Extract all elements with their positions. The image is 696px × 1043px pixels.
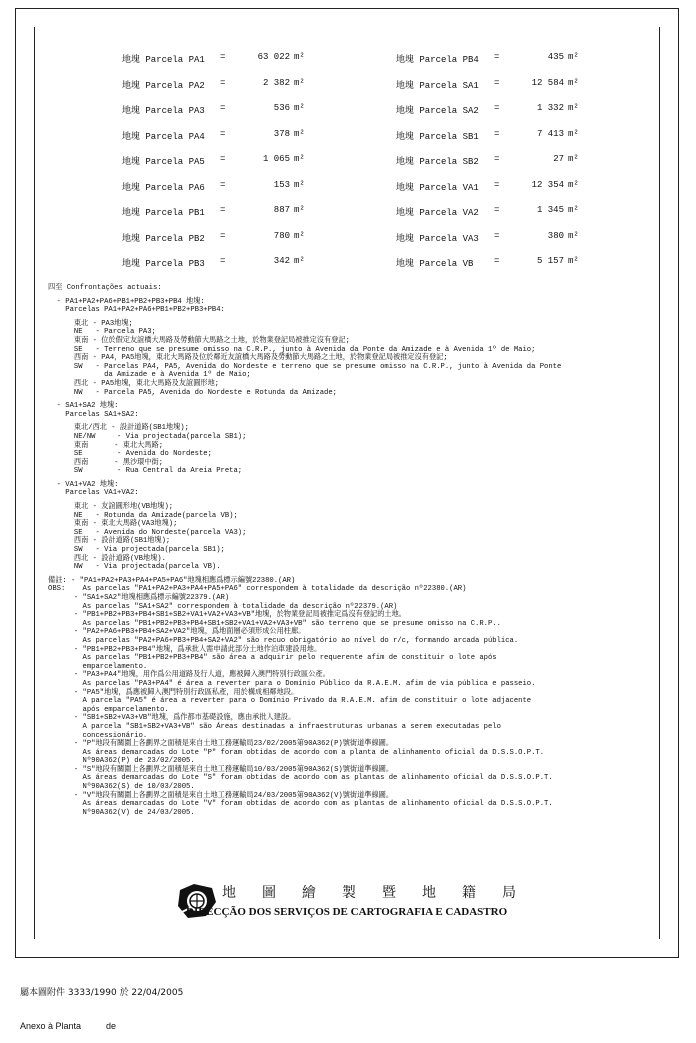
text-line: 東南 - 位於假定友誼橋大馬路及勞動節大馬路之土地，於物業登記局被推定沒有登記; [48,336,350,345]
area-row [396,52,656,70]
text-line: 備註: - "PA1+PA2+PA3+PA4+PA5+PA6"地塊相應爲標示編號22380.(AR) [48,576,296,585]
text-line: - VA1+VA2 地塊: [48,480,119,489]
area-row [396,103,656,121]
equals-sign: = [220,179,226,190]
text-line: - "V"地段有關圍上各劃界之面積是來自土地工務運輸局24/03/2005第90A362(V)號街道準線圖。 [48,791,394,800]
parcel-area-unit: m² [294,128,305,139]
parcel-label: 地塊 Parcela PA2 [122,80,205,91]
text-line: - "S"地段有關圍上各劃界之面積是來自土地工務運輸局10/03/2005第90A362(S)號街道準線圖。 [48,765,394,774]
parcel-area-unit: m² [568,52,579,62]
parcel-area-unit: m² [568,154,579,164]
parcel-area-value: 1 065 [262,154,290,164]
parcel-area-unit: m² [568,179,579,190]
area-row [396,205,656,223]
text-line: NE - Rotunda da Amizade(parcela VB); [48,511,238,520]
logo-portuguese-name: DIRECÇÃO DOS SERVIÇOS DE CARTOGRAFIA E CADASTRO [186,906,508,918]
parcel-area-value: 378 [273,128,290,139]
text-line: As parcelas "PB1+PB2+PB3+PB4" são área a adquirir pelo requerente afim de constituir o lote após [48,654,497,663]
text-line: As parcelas "PA2+PA6+PB3+PB4+SA2+VA2" são recuo obrigatório ao nível do r/c, formando arcada pública. [48,636,519,645]
parcel-area-value: 5 157 [536,256,564,266]
parcel-area-value: 380 [547,230,564,241]
text-line: Nº90A362(S) de 10/03/2005. [48,783,195,792]
area-row [396,129,656,147]
text-line: SW - Rua Central da Areia Preta; [48,467,243,476]
logo-chinese-name: 地圖繪製暨地籍局 [222,885,542,901]
area-row [122,154,382,172]
equals-sign: = [220,230,226,241]
parcel-area-value: 12 354 [531,179,564,190]
area-row [122,52,382,70]
parcel-label: 地塊 Parcela PB1 [122,208,205,218]
text-line: As áreas demarcadas do Lote "V" foram obtidas de acordo com as plantas de alinhamento oficial da D.S.S.O.P.T. [48,800,553,809]
parcel-label: 地塊 Parcela SB2 [396,157,479,167]
text-line: - "PA5"地塊，爲應被歸入澳門特別行政區私產，用於構成相鄰地段。 [48,688,299,697]
equals-sign: = [494,52,500,62]
text-line: - "SB1+SB2+VA3+VB"地塊，爲作都市基礎設施，應由承批人建設。 [48,714,296,723]
area-row [396,231,656,249]
text-line: concessionário. [48,731,148,740]
text-line: - PA1+PA2+PA6+PB1+PB2+PB3+PB4 地塊: [48,297,205,306]
text-line: emparcelamento. [48,662,148,671]
area-row [396,256,656,274]
parcel-area-value: 1 332 [536,103,564,113]
text-line: - "PB1+PB2+PB3+PB4+SB1+SB2+VA1+VA2+VA3+VB"地塊，於物業登記局被推定爲沒有登記的土地。 [48,611,406,620]
text-line: Nº90A362(P) de 23/02/2005. [48,757,195,766]
text-line: 東北 - 友誼圓形地(VB地塊); [48,503,174,512]
text-line: - "P"地段有關圍上各劃界之面積是來自土地工務運輸局23/02/2005第90A362(P)號街道準線圖。 [48,740,394,749]
text-line: Parcelas SA1+SA2: [48,410,139,419]
text-line: 四至 Confrontações actuais: [48,284,162,292]
text-line: NW - Via projectada(parcela VB). [48,563,221,572]
text-line: A parcela "PA5" é área a reverter para o Domínio Privado da R.A.E.M. afim de constituir o lote adjacente [48,697,532,706]
area-row [396,154,656,172]
parcel-area-unit: m² [294,179,305,190]
text-line: NE - Parcela PA3; [48,328,156,337]
equals-sign: = [220,77,226,88]
parcel-area-unit: m² [294,256,305,266]
parcel-area-value: 7 413 [536,128,564,139]
equals-sign: = [494,179,500,190]
parcel-area-unit: m² [294,154,305,164]
text-line: - SA1+SA2 地塊: [48,402,119,411]
text-line: 東南 - 東北大馬路; [48,441,164,450]
area-row [122,180,382,198]
footer-line-portuguese: Anexo à Planta de [20,1021,117,1031]
area-row [122,231,382,249]
text-line: OBS: As parcelas "PA1+PA2+PA3+PA4+PA5+PA6" correspondem à totalidade da descrição nº22380.(AR) [48,585,467,594]
parcel-area-value: 342 [273,256,290,266]
area-row [122,256,382,274]
parcel-label: 地塊 Parcela PB3 [122,259,205,269]
text-line: - "PA3+PA4"地塊，用作爲公用道路及行人道，應被歸入澳門特別行政區公產。 [48,671,330,680]
area-row [122,205,382,223]
area-row [122,78,382,96]
area-row [396,180,656,198]
parcel-area-value: 435 [547,52,564,62]
equals-sign: = [494,256,500,266]
parcel-label: 地塊 Parcela SA1 [396,80,479,91]
equals-sign: = [220,205,226,215]
parcel-area-unit: m² [294,103,305,113]
parcel-area-unit: m² [568,103,579,113]
text-line: - "PA2+PA6+PB3+PB4+SA2+VA2"地塊，爲地面層必須形成公用柱廊。 [48,628,306,637]
text-line: A parcela "SB1+SB2+VA3+VB" são Áreas destinadas a infraestruturas urbanas a serem executadas pelo [48,722,501,731]
text-line: Parcelas VA1+VA2: [48,489,139,498]
parcel-label: 地塊 Parcela PA4 [122,131,205,142]
area-row [396,78,656,96]
dscc-logo [176,880,556,926]
area-row [122,129,382,147]
text-line: As áreas demarcadas do Lote "P" foram obtidas de acordo com a planta de alinhamento oficial da D.S.S.O.P.T. [48,748,545,757]
parcel-label: 地塊 Parcela VA1 [396,182,479,193]
equals-sign: = [494,77,500,88]
area-row [122,103,382,121]
parcel-area-value: 63 022 [257,52,290,62]
equals-sign: = [220,154,226,164]
parcel-area-value: 12 584 [531,77,564,88]
text-line: 東北 - PA3地塊; [48,319,133,328]
parcel-area-unit: m² [568,128,579,139]
parcel-area-unit: m² [294,77,305,88]
parcel-label: 地塊 Parcela PA1 [122,55,205,65]
equals-sign: = [220,256,226,266]
parcel-area-unit: m² [294,52,305,62]
text-line: 西南 - 設計道路(SB1地塊); [48,537,171,546]
parcel-area-value: 536 [273,103,290,113]
text-line: 西南 - 黑沙環中街; [48,458,164,467]
parcel-label: 地塊 Parcela VA3 [396,233,479,244]
text-line: da Amizade e à Avenida 1º de Maio; [48,371,251,380]
parcel-label: 地塊 Parcela PA5 [122,157,205,167]
equals-sign: = [494,154,500,164]
parcel-area-value: 27 [553,154,564,164]
equals-sign: = [220,52,226,62]
parcel-label: 地塊 Parcela SB1 [396,131,479,142]
parcel-area-value: 887 [273,205,290,215]
parcel-label: 地塊 Parcela PA6 [122,182,205,193]
text-line: NE/NW - Via projectada(parcela SB1); [48,432,247,441]
parcel-area-unit: m² [568,205,579,215]
parcel-area-unit: m² [294,230,305,241]
parcel-area-value: 153 [273,179,290,190]
text-line: SE - Avenida do Nordeste(parcela VA3); [48,528,247,537]
equals-sign: = [220,128,226,139]
text-line: 東北/西北 - 設計道路(SB1地塊); [48,424,189,433]
text-line: - "SA1+SA2"地塊相應爲標示編號22379.(AR) [48,594,230,602]
text-line: 西北 - 設計道路(VB地塊). [48,554,166,563]
text-line: - "PB1+PB2+PB3+PB4"地塊，爲承批人需申請此部分土地作泊車建設用地。 [48,645,322,654]
text-line: Nº90A362(V) de 24/03/2005. [48,808,195,817]
equals-sign: = [494,128,500,139]
text-line: 東南 - 東北大馬路(VA3地塊); [48,520,178,529]
text-line: 西北 - PA5地塊，東北大馬路及友誼圓形地; [48,379,220,388]
text-line: SW - Via projectada(parcela SB1); [48,546,225,555]
equals-sign: = [494,205,500,215]
text-line: NW - Parcela PA5, Avenida do Nordeste e Rotunda da Amizade; [48,388,337,397]
text-line: SW - Parcelas PA4, PA5, Avenida do Nordeste e terreno que se presume omisso na C.R.P., junto à Avenida da Ponte [48,362,562,371]
text-line: Parcelas PA1+PA2+PA6+PB1+PB2+PB3+PB4: [48,306,225,315]
parcel-area-value: 780 [273,230,290,241]
parcel-area-unit: m² [568,77,579,88]
parcel-area-unit: m² [294,205,305,215]
parcel-label: 地塊 Parcela VA2 [396,208,479,218]
footer-annex [20,966,183,1043]
text-line: As parcelas "SA1+SA2" correspondem à totalidade da descrição nº22379.(AR) [48,602,398,611]
confrontacoes-section [48,284,648,817]
text-line: 西南 - PA4，PA5地塊，東北大馬路及位於鄰近友誼橋大馬路及勞動節大馬路之土地，於物業登記局被推定沒有登記; [48,354,448,363]
parcel-label: 地塊 Parcela VB [396,259,474,269]
parcel-label: 地塊 Parcela PB4 [396,55,479,65]
text-line: SE - Terreno que se presume omisso na C.R.P., junto à Avenida da Ponte da Amizade e à Avenida 1º de Maio; [48,345,536,354]
text-line: As áreas demarcadas do Lote "S" foram obtidas de acordo com as plantas de alinhamento oficial da D.S.S.O.P.T. [48,774,553,783]
parcel-label: 地塊 Parcela PA3 [122,106,205,116]
footer-line-chinese: 屬本圖附件 3333/1990 於 22/04/2005 [20,988,184,998]
text-line: As parcelas "PA3+PA4" é área a reverter para o Domínio Público da R.A.E.M. afim de via pública e passeio. [48,679,536,688]
parcel-area-unit: m² [568,230,579,241]
parcel-label: 地塊 Parcela PB2 [122,233,205,244]
equals-sign: = [494,230,500,241]
equals-sign: = [494,103,500,113]
parcel-area-value: 2 382 [262,77,290,88]
equals-sign: = [220,103,226,113]
parcel-area-value: 1 345 [536,205,564,215]
parcel-area-unit: m² [568,256,579,266]
parcel-label: 地塊 Parcela SA2 [396,106,479,116]
text-line: As parcelas "PB1+PB2+PB3+PB4+SB1+SB2+VA1+VA2+VA3+VB" são terreno que se presume omisso na C.R.P.. [48,619,501,628]
text-line: após emparcelamento. [48,705,169,714]
text-line: SE - Avenida do Nordeste; [48,450,212,459]
